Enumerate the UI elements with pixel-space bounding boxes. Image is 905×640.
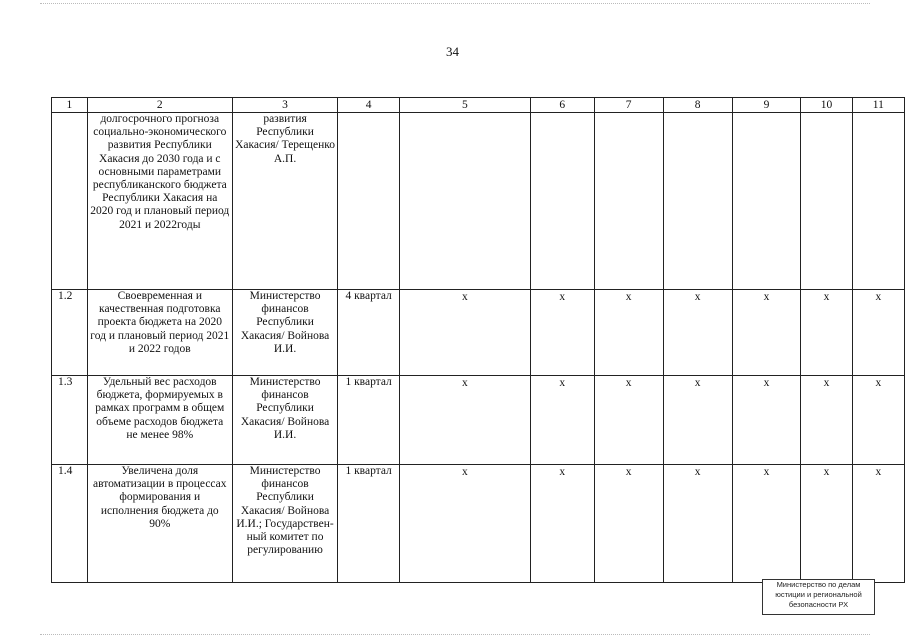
row-cell: х bbox=[663, 376, 732, 465]
row-cell: х bbox=[530, 465, 594, 583]
row-cell: х bbox=[732, 290, 801, 376]
row-cell: х bbox=[732, 376, 801, 465]
row-cell: х bbox=[530, 290, 594, 376]
plan-table bbox=[51, 97, 905, 583]
row-responsible: развития Республики Хакасия/ Терещенко А.П. bbox=[232, 113, 338, 290]
row-cell: х bbox=[732, 465, 801, 583]
table-row bbox=[52, 113, 905, 290]
table-row bbox=[52, 290, 905, 376]
row-term: 1 квартал bbox=[338, 465, 400, 583]
row-responsible: Министерство финансов Республики Хакасия/ Войнова И.И. bbox=[232, 290, 338, 376]
table-row bbox=[52, 465, 905, 583]
row-cell bbox=[801, 113, 852, 290]
row-cell bbox=[663, 113, 732, 290]
row-cell: х bbox=[663, 465, 732, 583]
row-item: Увеличена доля автоматизации в процессах формирования и исполнения бюджета до 90% bbox=[87, 465, 232, 583]
row-number: 1.2 bbox=[52, 290, 88, 376]
row-cell bbox=[852, 113, 904, 290]
header-cell: 4 bbox=[338, 98, 400, 113]
row-cell bbox=[594, 113, 663, 290]
stamp-line: безопасности РХ bbox=[788, 600, 849, 609]
row-cell: х bbox=[663, 290, 732, 376]
header-cell: 9 bbox=[732, 98, 801, 113]
row-cell: х bbox=[852, 465, 904, 583]
row-item: Удельный вес расходов бюджета, формируемых в рамках программ в общем объеме расходов бюджета не менее 98% bbox=[87, 376, 232, 465]
table-row bbox=[52, 376, 905, 465]
row-responsible: Министерство финансов Республики Хакасия/ Войнова И.И.; Государствен-ный комитет по регулированию bbox=[232, 465, 338, 583]
row-number: 1.4 bbox=[52, 465, 88, 583]
row-cell: х bbox=[399, 465, 530, 583]
row-cell bbox=[732, 113, 801, 290]
row-number: 1.3 bbox=[52, 376, 88, 465]
row-term bbox=[338, 113, 400, 290]
scan-edge-top bbox=[40, 3, 870, 5]
row-cell: х bbox=[594, 376, 663, 465]
header-cell: 1 bbox=[52, 98, 88, 113]
row-cell: х bbox=[594, 290, 663, 376]
row-number bbox=[52, 113, 88, 290]
page-number: 34 bbox=[446, 44, 459, 59]
header-cell: 8 bbox=[663, 98, 732, 113]
header-cell: 11 bbox=[852, 98, 904, 113]
row-item: долгосрочного прогноза социально-экономического развития Республики Хакасия до 2030 года и с основными параметрами республиканского бюджета Республики Хакасия на 2020 год и плановый период 2021 и 2022годы bbox=[87, 113, 232, 290]
scan-edge-bottom bbox=[40, 634, 870, 636]
row-cell: х bbox=[801, 465, 852, 583]
row-cell: х bbox=[801, 376, 852, 465]
header-row bbox=[52, 98, 905, 113]
row-cell: х bbox=[594, 465, 663, 583]
registration-stamp bbox=[762, 579, 875, 615]
header-cell: 5 bbox=[399, 98, 530, 113]
row-cell: х bbox=[801, 290, 852, 376]
row-item: Своевременная и качественная подготовка проекта бюджета на 2020 год и плановый период 2021 и 2022 годов bbox=[87, 290, 232, 376]
row-cell bbox=[399, 113, 530, 290]
stamp-line: Министерство по делам bbox=[776, 580, 861, 589]
row-cell: х bbox=[399, 376, 530, 465]
header-cell: 10 bbox=[801, 98, 852, 113]
stamp-line: юстиции и региональной bbox=[775, 590, 862, 599]
row-cell: х bbox=[399, 290, 530, 376]
header-cell: 3 bbox=[232, 98, 338, 113]
row-term: 4 квартал bbox=[338, 290, 400, 376]
row-cell bbox=[530, 113, 594, 290]
row-cell: х bbox=[852, 290, 904, 376]
row-responsible: Министерство финансов Республики Хакасия/ Войнова И.И. bbox=[232, 376, 338, 465]
row-cell: х bbox=[852, 376, 904, 465]
header-cell: 2 bbox=[87, 98, 232, 113]
header-cell: 7 bbox=[594, 98, 663, 113]
header-cell: 6 bbox=[530, 98, 594, 113]
row-cell: х bbox=[530, 376, 594, 465]
row-term: 1 квартал bbox=[338, 376, 400, 465]
